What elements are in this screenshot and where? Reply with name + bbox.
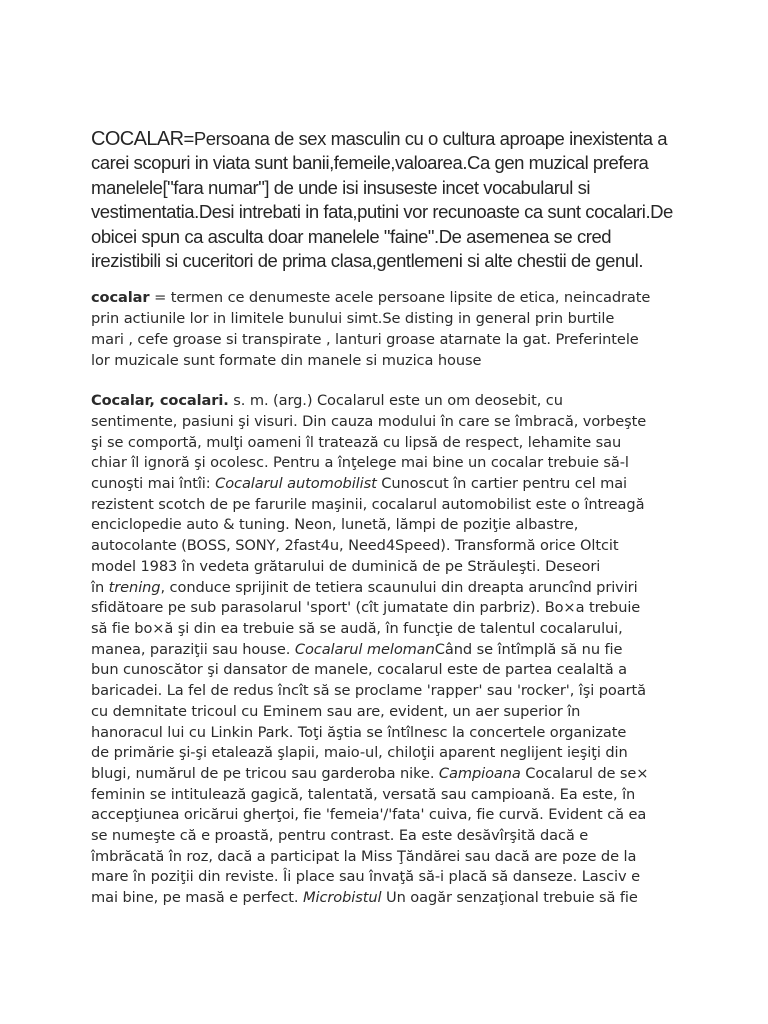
entry-line: rezistent scotch de pe farurile maşinii, cocalarul automobilist este o întreagă	[91, 495, 645, 513]
entry-line: baricadei. La fel de redus încît să se proclame 'rapper' sau 'rocker', îşi poartă	[91, 682, 646, 700]
entry-headword: Cocalar, cocalari.	[91, 392, 229, 410]
entry-line	[91, 288, 683, 309]
intro-line: carei scopuri in viata sunt banii,femeile,valoarea.Ca gen muzical prefera	[91, 152, 649, 174]
entry-text: în	[91, 578, 109, 596]
intro-text: =Persoana de sex masculin cu o cultura aproape inexistenta a	[183, 128, 668, 149]
intro-line: irezistibili si cuceritori de prima clasa,gentlemeni si alte chestii de genul.	[91, 250, 644, 272]
entry-line: îmbrăcată în roz, dacă a participat la Miss Ţăndărei sau dacă are poze de la	[91, 847, 637, 865]
entry-text: mai bine, pe masă e perfect.	[91, 889, 304, 907]
definition-entry-2	[91, 391, 683, 909]
intro-line: obicei spun ca asculta doar manelele "faine".De asemenea se cred	[91, 225, 612, 247]
entry-line: bun cunoscător şi dansator de manele, cocalarul este de partea cealaltă a	[91, 661, 627, 679]
entry-text: blugi, numărul de pe tricou sau garderoba nike.	[91, 764, 439, 782]
intro-headword: COCALAR	[91, 128, 184, 150]
subsection-title: Microbistul	[303, 889, 382, 907]
entry-line: şi se comportă, mulţi oameni îl tratează cu lipsă de respect, lehamite sau	[91, 433, 622, 451]
intro-definition	[91, 127, 683, 273]
intro-line	[91, 127, 683, 151]
entry-line: hanoracul lui cu Linkin Park. Toţi ăştia se întîlnesc la concertele organizate	[91, 723, 627, 741]
entry-line: accepţiunea oricărui gherţoi, fie 'femeia'/'fata' cuiva, fie curvă. Evident că ea	[91, 806, 647, 824]
entry-line: se numeşte că e proastă, pentru contrast. Ea este desăvîrşită dacă e	[91, 827, 589, 845]
entry-line: model 1983 în vedeta grătarului de duminică de pe Străuleşti. Deseori	[91, 557, 601, 575]
entry-text: = termen ce denumeste acele persoane lipsite de etica, neincadrate	[149, 289, 651, 307]
entry-line: de primărie şi-şi etalează şlapii, maio-ul, chiloţii aparent neglijent ieşiţi din	[91, 744, 628, 762]
entry-line: cu demnitate tricoul cu Eminem sau are, evident, un aer superior în	[91, 702, 581, 720]
entry-line: sfidătoare pe sub parasolarul 'sport' (cît jumatate din parbriz). Bo×a trebuie	[91, 599, 641, 617]
subsection-title: Campioana	[438, 764, 521, 782]
entry-line: autocolante (BOSS, SONY, 2fast4u, Need4Speed). Transformă orice Oltcit	[91, 537, 619, 555]
entry-line	[91, 474, 683, 495]
italic-term: trening	[108, 578, 161, 596]
definition-entry-1	[91, 288, 683, 371]
subsection-title: Cocalarul automobilist	[215, 475, 377, 493]
intro-line: vestimentatia.Desi intrebati in fata,putini vor recunoaste ca sunt cocalari.De	[91, 201, 673, 223]
entry-line	[91, 391, 683, 412]
entry-line: sentimente, pasiuni şi visuri. Din cauza modului în care se îmbracă, vorbeşte	[91, 412, 647, 430]
entry-line: lor muzicale sunt formate din manele si muzica house	[91, 351, 482, 369]
entry-headword: cocalar	[91, 289, 150, 307]
document-page	[91, 127, 683, 929]
subsection-title: Cocalarul meloman	[294, 640, 435, 658]
entry-line	[91, 764, 683, 785]
intro-line: manelele["fara numar"] de unde isi insuseste incet vocabularul si	[91, 176, 591, 198]
entry-text: Cunoscut în cartier pentru cel mai	[376, 475, 628, 493]
entry-line: prin actiunile lor in limitele bunului simt.Se disting in general prin burtile	[91, 310, 615, 328]
entry-text: cunoşti mai întîi:	[91, 475, 216, 493]
entry-line: mare în poziţii din reviste. Îi place sau învaţă să-i placă să danseze. Lasciv e	[91, 868, 640, 886]
entry-text: , conduce sprijinit de tetiera scaunului din dreapta aruncînd priviri	[160, 578, 638, 596]
entry-text: Cocalarul de se×	[520, 764, 649, 782]
entry-line: chiar îl ignoră şi ocolesc. Pentru a înţelege mai bine un cocalar trebuie să-l	[91, 454, 629, 472]
entry-line: să fie bo×ă şi din ea trebuie să se audă, în funcţie de talentul cocalarului,	[91, 619, 623, 637]
entry-line: feminin se intitulează gagică, talentată, versată sau campioană. Ea este, în	[91, 785, 636, 803]
entry-line: enciclopedie auto & tuning. Neon, lunetă, lămpi de poziţie albastre,	[91, 516, 579, 534]
entry-line: mari , cefe groase si transpirate , lanturi groase atarnate la gat. Preferintele	[91, 330, 639, 348]
entry-line	[91, 640, 683, 661]
entry-text: Un oagăr senzaţional trebuie să fie	[381, 889, 638, 907]
entry-text: Când se întîmplă să nu fie	[434, 640, 623, 658]
entry-text: s. m. (arg.) Cocalarul este un om deosebit, cu	[228, 392, 563, 410]
entry-line	[91, 888, 683, 909]
entry-text: manea, paraziţii sau house.	[91, 640, 295, 658]
entry-line	[91, 578, 683, 599]
